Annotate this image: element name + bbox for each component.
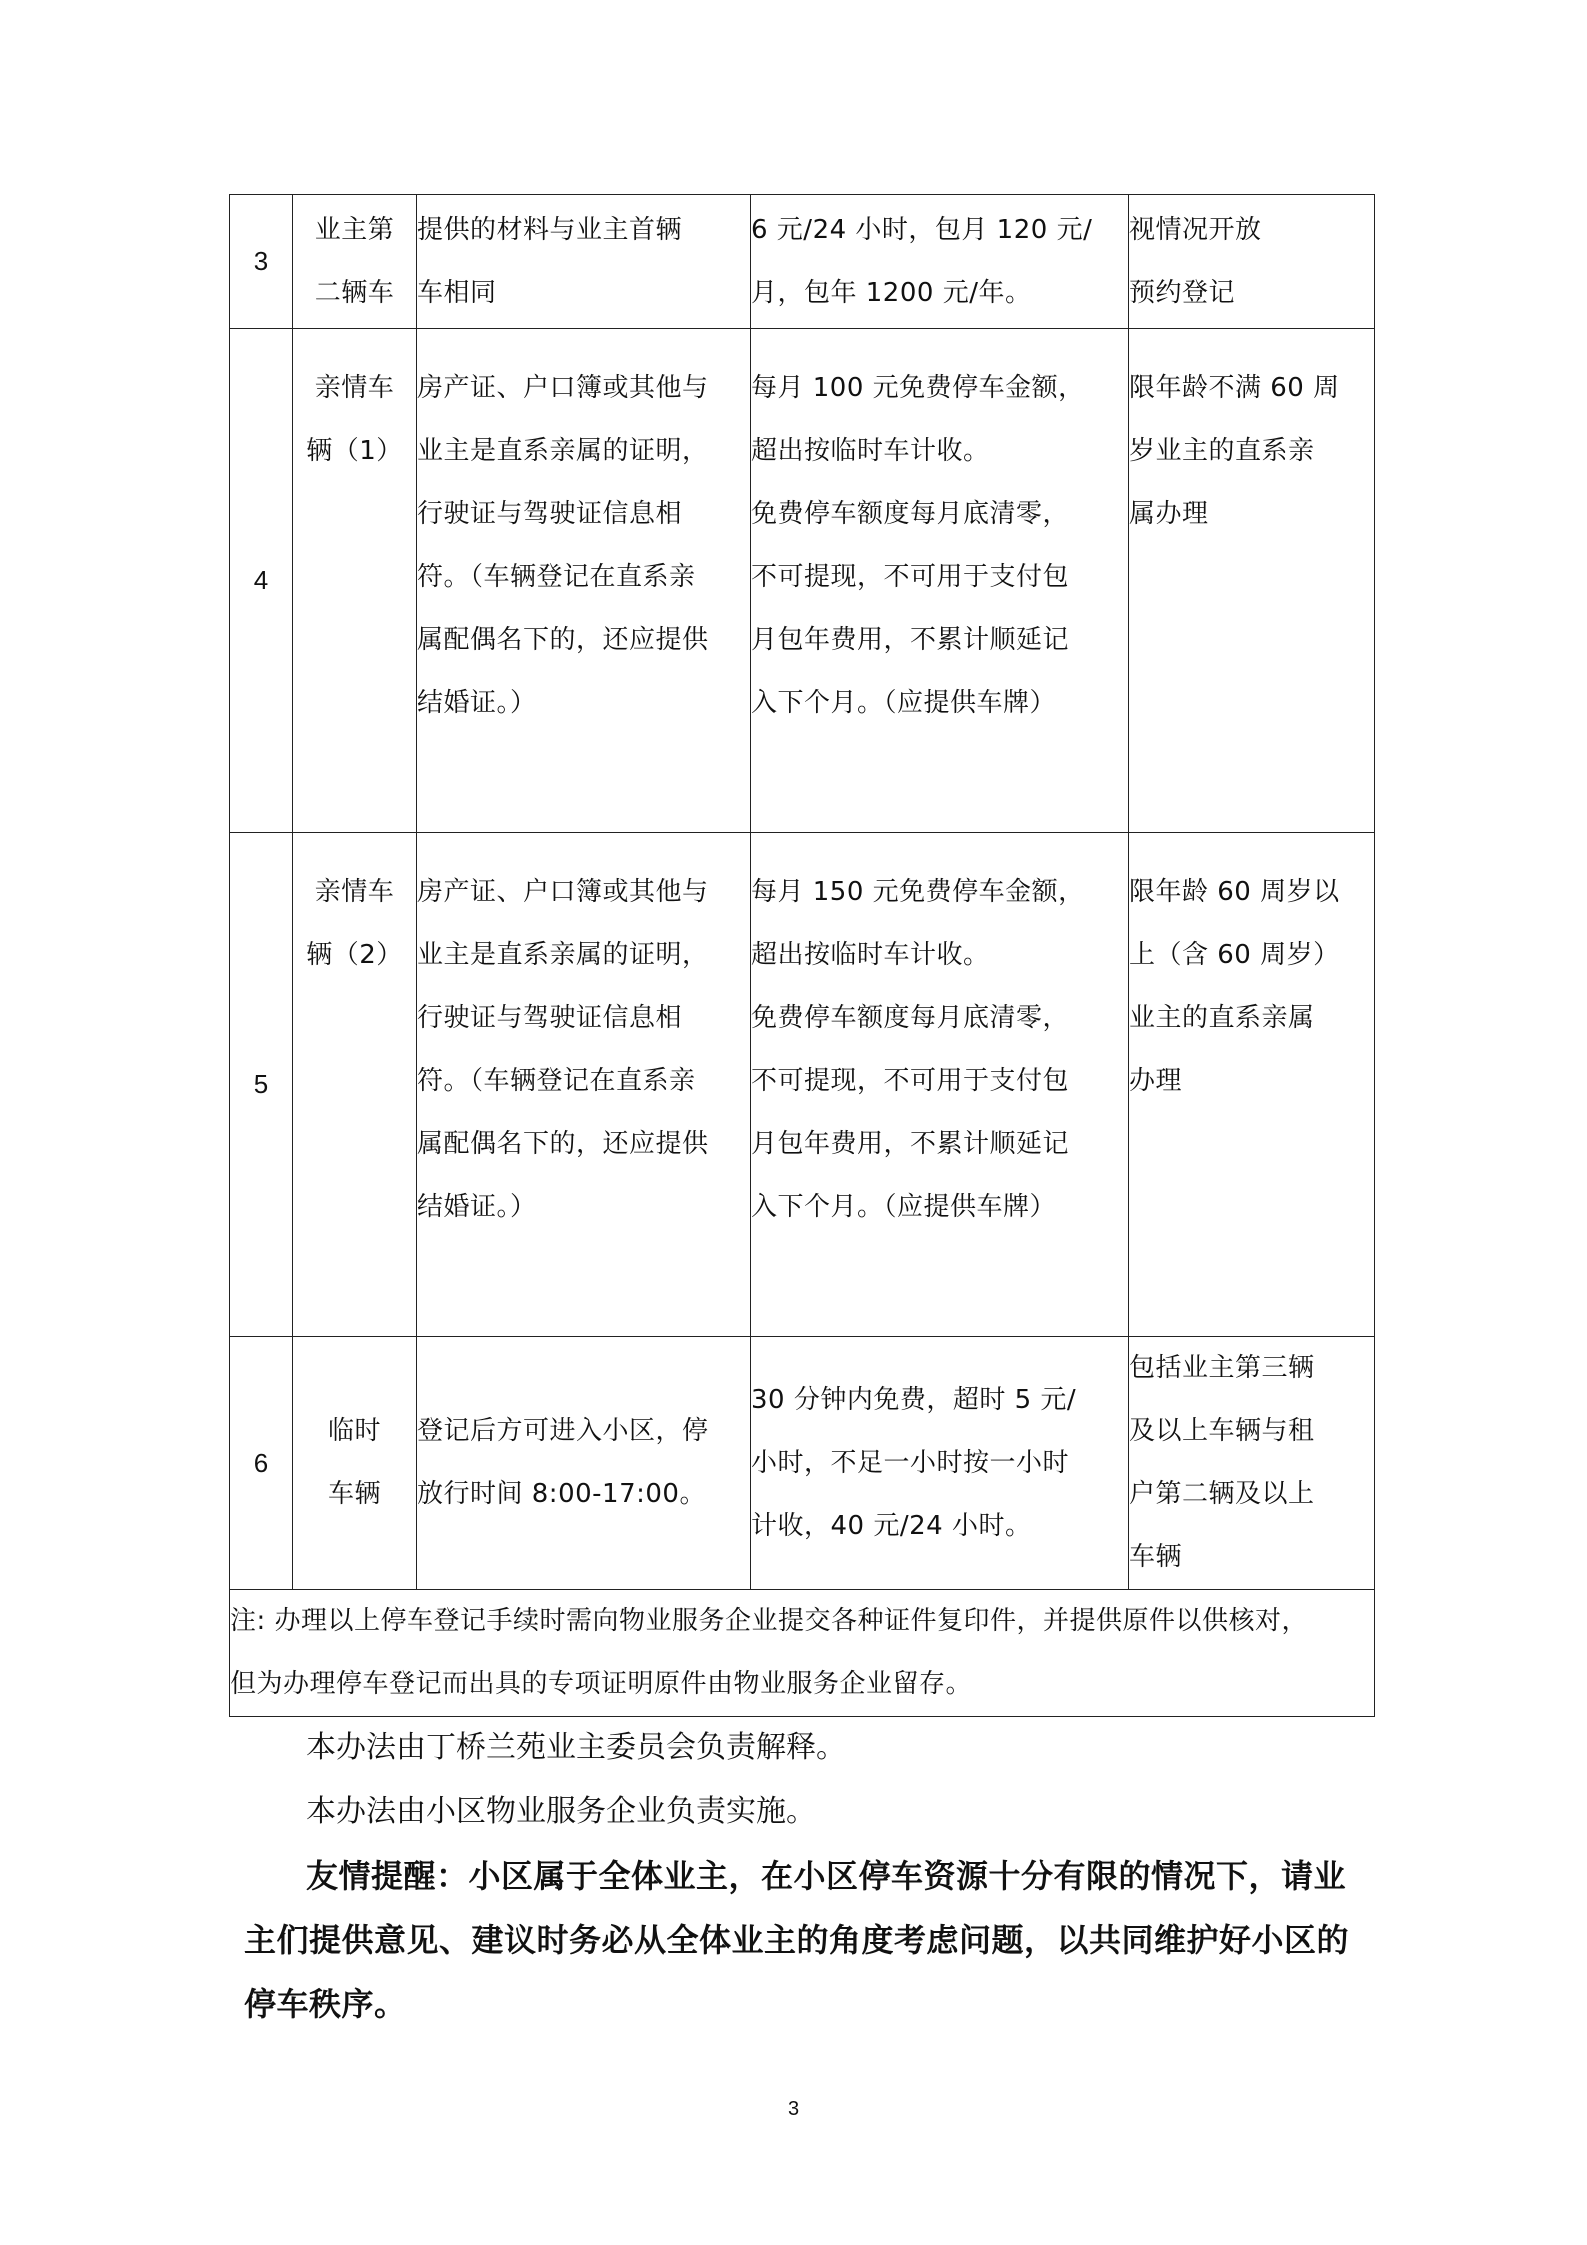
- reminder-line: 友情提醒：小区属于全体业主，在小区停车资源十分有限的情况下，请业: [306, 1857, 1347, 1895]
- remark: 包括业主第三辆 及以上车辆与租 户第二辆及以上 车辆: [1129, 1337, 1375, 1590]
- table-row: [230, 195, 1375, 329]
- page-number: 3: [787, 2098, 800, 2120]
- table-footnote: 注: 办理以上停车登记手续时需向物业服务企业提交各种证件复印件，并提供原件以供核对， 但为办理停车登记而出具的专项证明原件由物业服务企业留存。: [230, 1590, 1375, 1717]
- table-row: [230, 833, 1375, 1337]
- parking-fee: 30 分钟内免费，超时 5 元/ 小时，不足一小时按一小时 计收，40 元/24 小时。: [751, 1337, 1129, 1590]
- interpretation-statement: 本办法由丁桥兰苑业主委员会负责解释。: [306, 1730, 846, 1765]
- vehicle-type: 亲情车 辆（2）: [293, 833, 417, 1337]
- row-number: 5: [230, 833, 293, 1337]
- vehicle-type: 业主第 二辆车: [293, 195, 417, 329]
- table-row: [230, 329, 1375, 833]
- parking-fee: 每月 100 元免费停车金额， 超出按临时车计收。 免费停车额度每月底清零， 不可提现，不可用于支付包 月包年费用，不累计顺延记 入下个月。（应提供车牌）: [751, 329, 1129, 833]
- remark: 视情况开放 预约登记: [1129, 195, 1375, 329]
- vehicle-type: 临时 车辆: [293, 1337, 417, 1590]
- parking-rules-table: [229, 194, 1375, 1717]
- remark: 限年龄不满 60 周 岁业主的直系亲 属办理: [1129, 329, 1375, 833]
- friendly-reminder: [244, 1844, 1374, 2036]
- parking-fee: 6 元/24 小时，包月 120 元/ 月，包年 1200 元/年。: [751, 195, 1129, 329]
- row-number: 3: [230, 195, 293, 329]
- reminder-line: 停车秩序。: [244, 1985, 407, 2023]
- required-materials: 房产证、户口簿或其他与 业主是直系亲属的证明， 行驶证与驾驶证信息相 符。（车辆登记在直系亲 属配偶名下的，还应提供 结婚证。）: [417, 833, 751, 1337]
- required-materials: 提供的材料与业主首辆 车相同: [417, 195, 751, 329]
- implementation-statement: 本办法由小区物业服务企业负责实施。: [306, 1794, 816, 1829]
- table-footnote-row: [230, 1590, 1375, 1717]
- row-number: 4: [230, 329, 293, 833]
- required-materials: 房产证、户口簿或其他与 业主是直系亲属的证明， 行驶证与驾驶证信息相 符。（车辆登记在直系亲 属配偶名下的，还应提供 结婚证。）: [417, 329, 751, 833]
- reminder-line: 主们提供意见、建议时务必从全体业主的角度考虑问题，以共同维护好小区的: [244, 1921, 1350, 1959]
- required-materials: 登记后方可进入小区，停 放行时间 8:00-17:00。: [417, 1337, 751, 1590]
- remark: 限年龄 60 周岁以 上（含 60 周岁） 业主的直系亲属 办理: [1129, 833, 1375, 1337]
- row-number: 6: [230, 1337, 293, 1590]
- vehicle-type: 亲情车 辆（1）: [293, 329, 417, 833]
- table-row: [230, 1337, 1375, 1590]
- parking-fee: 每月 150 元免费停车金额， 超出按临时车计收。 免费停车额度每月底清零， 不可提现，不可用于支付包 月包年费用，不累计顺延记 入下个月。（应提供车牌）: [751, 833, 1129, 1337]
